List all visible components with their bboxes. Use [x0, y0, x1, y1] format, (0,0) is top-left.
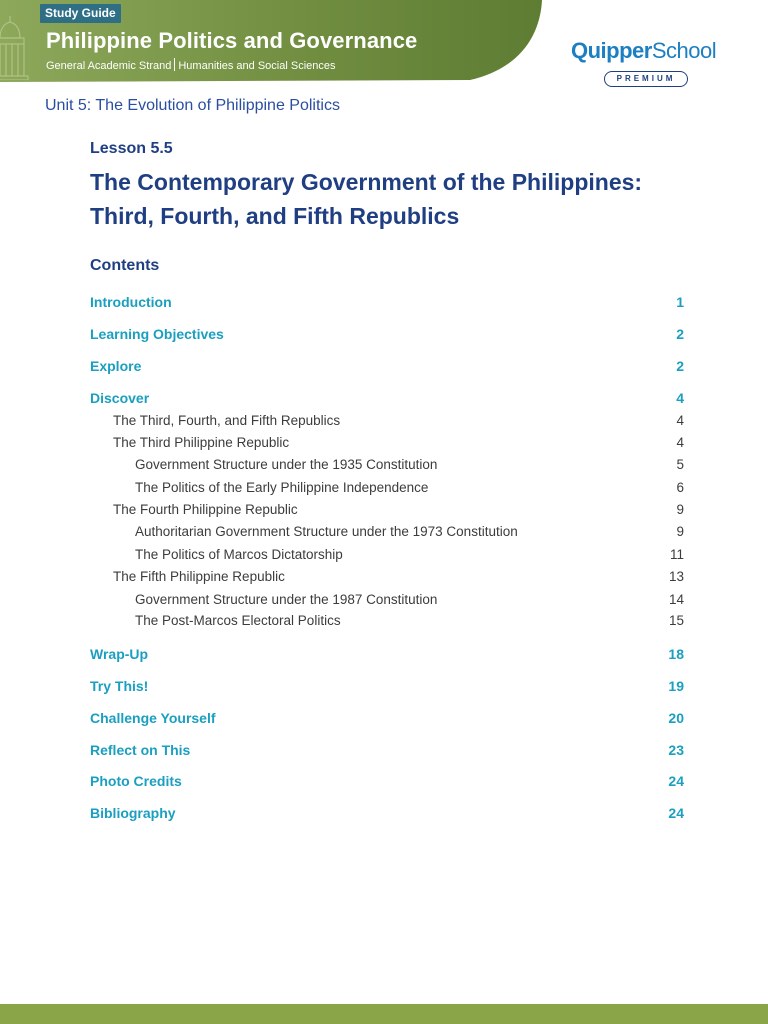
toc-entry-third-republic[interactable]: [90, 433, 684, 453]
toc-label: The Fifth Philippine Republic: [113, 569, 285, 584]
toc-entry-1935-constitution[interactable]: [90, 455, 684, 475]
toc-label: The Third Philippine Republic: [113, 435, 290, 450]
toc-page: 24: [668, 773, 684, 789]
strand-label: General Academic Strand: [46, 60, 172, 72]
toc-entry-third-fourth-fifth-republics[interactable]: [90, 411, 684, 431]
unit-title: Unit 5: The Evolution of Philippine Politics: [45, 97, 340, 114]
toc-entry-early-independence[interactable]: [90, 478, 684, 498]
toc-label: Government Structure under the 1935 Constitution: [135, 457, 438, 472]
contents-heading: Contents: [90, 257, 160, 274]
toc-entry-explore[interactable]: [90, 356, 684, 376]
toc-entry-fifth-republic[interactable]: [90, 567, 684, 587]
toc-page: 18: [668, 646, 684, 662]
toc-label: Bibliography: [90, 805, 176, 821]
lesson-title: [90, 165, 690, 233]
toc-entry-bibliography[interactable]: [90, 803, 684, 823]
toc-page: 13: [668, 569, 684, 584]
toc-label: Introduction: [90, 294, 172, 310]
toc-label: The Fourth Philippine Republic: [113, 502, 298, 517]
toc-entry-reflect-on-this[interactable]: [90, 740, 684, 760]
toc-entry-challenge-yourself[interactable]: [90, 708, 684, 728]
toc-label: Wrap-Up: [90, 646, 149, 662]
footer-bar: [0, 1004, 768, 1024]
toc-page: 5: [676, 457, 684, 472]
premium-badge: PREMIUM: [604, 71, 688, 87]
toc-page: 14: [668, 592, 684, 607]
toc-label: Explore: [90, 358, 142, 374]
toc-label: The Third, Fourth, and Fifth Republics: [113, 413, 341, 428]
toc-page: 4: [676, 413, 684, 428]
toc-label: Reflect on This: [90, 742, 191, 758]
toc-label: Discover: [90, 390, 150, 406]
toc-page: 2: [676, 358, 684, 374]
toc-label: Challenge Yourself: [90, 710, 216, 726]
toc-page: 4: [676, 390, 684, 406]
toc-entry-try-this[interactable]: [90, 676, 684, 696]
toc-label: Try This!: [90, 678, 149, 694]
toc-entry-post-marcos-politics[interactable]: [90, 611, 684, 631]
toc-label: Authoritarian Government Structure under the 1973 Constitution: [135, 524, 518, 539]
toc-page: 20: [668, 710, 684, 726]
toc-label: Learning Objectives: [90, 326, 224, 342]
toc-label: The Politics of the Early Philippine Independence: [135, 480, 429, 495]
toc-label: The Politics of Marcos Dictatorship: [135, 547, 343, 562]
course-subtitle: [46, 58, 336, 72]
toc-page: 9: [676, 524, 684, 539]
toc-page: 15: [668, 613, 684, 628]
toc-entry-1973-constitution[interactable]: [90, 522, 684, 542]
subtitle-divider: [174, 58, 175, 71]
toc-label: The Post-Marcos Electoral Politics: [135, 613, 341, 628]
toc-page: 6: [676, 480, 684, 495]
toc-page: 23: [668, 742, 684, 758]
toc-page: 19: [668, 678, 684, 694]
toc-entry-1987-constitution[interactable]: [90, 590, 684, 610]
toc-page: 2: [676, 326, 684, 342]
lesson-title-line-2: Third, Fourth, and Fifth Republics: [90, 203, 460, 229]
toc-page: 11: [669, 547, 684, 562]
toc-label: Government Structure under the 1987 Constitution: [135, 592, 438, 607]
logo-quipper: Quipper: [571, 38, 652, 63]
toc-label: Photo Credits: [90, 773, 182, 789]
course-title: Philippine Politics and Governance: [46, 28, 418, 53]
toc-entry-learning-objectives[interactable]: [90, 324, 684, 344]
track-label: Humanities and Social Sciences: [178, 60, 336, 72]
toc-entry-marcos-dictatorship[interactable]: [90, 545, 684, 565]
toc-entry-fourth-republic[interactable]: [90, 500, 684, 520]
toc-page: 1: [676, 294, 684, 310]
toc-page: 4: [676, 435, 684, 450]
logo-wordmark: [571, 38, 716, 64]
lesson-number: Lesson 5.5: [90, 140, 173, 157]
toc-entry-introduction[interactable]: [90, 292, 684, 312]
toc-entry-wrap-up[interactable]: [90, 644, 684, 664]
capitol-building-icon: [0, 14, 36, 80]
toc-entry-photo-credits[interactable]: [90, 771, 684, 791]
toc-page: 24: [668, 805, 684, 821]
quipper-school-logo: [571, 38, 723, 90]
lesson-title-line-1: The Contemporary Government of the Philippines:: [90, 169, 643, 195]
toc-page: 9: [676, 502, 684, 517]
study-guide-badge: Study Guide: [40, 4, 121, 23]
toc-entry-discover[interactable]: [90, 388, 684, 408]
logo-school: School: [651, 38, 717, 63]
